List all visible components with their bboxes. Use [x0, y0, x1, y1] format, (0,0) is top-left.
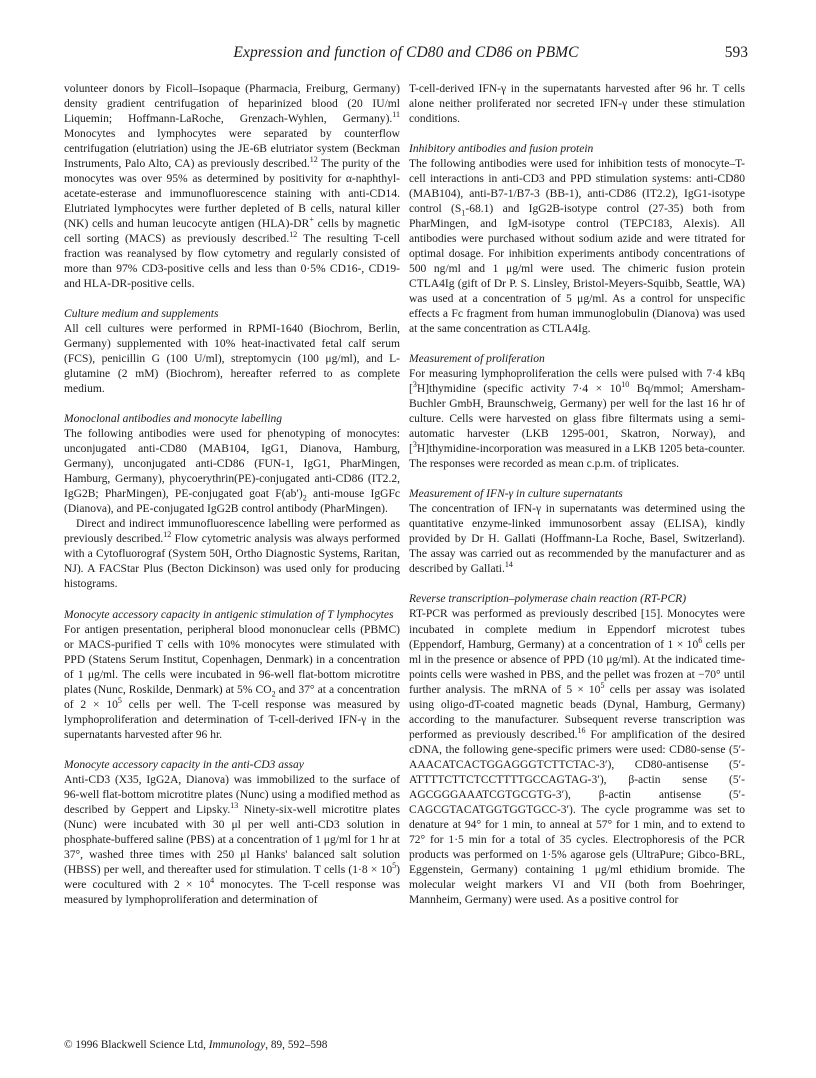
superscript-10: 10 — [621, 380, 630, 390]
heading-rt-pcr: Reverse transcription–polymerase chain reaction (RT-PCR) — [409, 593, 687, 606]
heading-anti-cd3-assay: Monocyte accessory capacity in the anti-CD3 assay — [64, 758, 304, 771]
paragraph-inhibitory-antibodies — [409, 157, 745, 337]
subscript-co2: 2 — [271, 688, 276, 698]
reference-13: 13 — [230, 800, 239, 810]
inhibitory-text-a: The following antibodies were used for inhibition tests of monocyte–T-cell interactions in anti-CD3 and PPD stimulation systems: anti-CD80 (MAB104), anti-B7-1/B7-3 (BB-1), anti-CD86 (IT2.2), IgG1-isotype control (S — [409, 158, 745, 216]
mab-text-b: anti-mouse IgGFc (Dianova), and PE-conjugated IgG2B control antibody (PharMingen). — [64, 488, 400, 516]
subscript-2: 2 — [302, 493, 307, 503]
footer-citation: , 89, 592–598 — [265, 1039, 328, 1051]
inhibitory-text-b: -68.1) and IgG2B-isotype control (27-35) both from PharMingen, and IgM-isotype control (TEPC183, Alexis). All antibodies were purchased without sodium azide and were titrated for optimal dosage. For inhibition experiments antibody concentrations of 500 ng/ml and 1 μg/ml were used. The chimeric fusion protein CTLA4Ig (gift of Dr P. S. Linsley, Bristol-Meyers-Squibb, Seattle, WA) was used at a concentration of 5 μg/ml. As a control for unspecific effects a Fc fragment from human immunoglobulin (Dianova) was used at the same concentration as CTLA4Ig. — [409, 203, 745, 336]
running-title: Expression and function of CD80 and CD86 on PBMC — [233, 44, 579, 61]
paragraph-immunofluorescence — [64, 517, 400, 592]
superscript-3b: 3 — [412, 440, 417, 450]
anticd3-text-c: ) were cocultured with 2 × 10 — [64, 863, 400, 891]
reference-12: 12 — [309, 155, 318, 165]
mab-text-a: The following antibodies were used for phenotyping of monocytes: unconjugated anti-CD80 (MAB104, IgG1, Dianova, Hamburg, Germany), unconjugated anti-CD86 (FUN-1, IgG1, PharMingen, Hamburg, Germany), phycoerythrin(PE)-conjugated anti-CD86 (IT2.2, IgG2B; PharMingen), PE-conjugated goat F(ab′) — [64, 428, 400, 501]
rtpcr-text-d: For amplification of the desired cDNA, the following gene-specific primers were used: CD80-sense (5′-AAACATCACTGGAGGGTCTTCTAC-3′), CD80-antisense (5′-ATTTTCTTCTCCTTTTGCCAGTAG-3′), β-actin sense (5′-AGCGGGAAATCGTGCGTG-3′), β-actin antisense (5′-CAGCGTACATGGTGGTGCC-3′). The cycle programme was set to denature at 94° for 1 min, to anneal at 57° for 1 min, and to extend to 72° for 1·5 min for a total of 35 cycles. Electrophoresis of the PCR products was performed on 1·5% agarose gels (UltraPure; Gibco-BRL, Eggenstein, Germany) containing 1 μg/ml ethidium bromide. The molecular weight markers VI and VII (both from Boehringer, Mannheim, Germany) were used. As a positive control for — [409, 728, 745, 906]
proliferation-text-c: Bq/mmol; Amersham-Buchler GmbH, Braunschweig, Germany) per well for the last 16 hr of culture. Cells were harvested on glass fibre filtermats using a semi-automatic harvester (LKB 1295-001, Skatron, Norway), and [ — [409, 383, 745, 456]
paragraph-measurement-proliferation — [409, 367, 745, 472]
antigenic-text-b: and 37° at a concentration of 2 × 10 — [64, 683, 400, 711]
paragraph-culture-medium: All cell cultures were performed in RPMI-1640 (Biochrom, Berlin, Germany) supplemented with 10% heat-inactivated fetal calf serum (FCS), penicillin G (100 U/ml), streptomycin (100 μg/ml), and L-glutamine (2 mM) (Biochrom), hereafter referred to as complete medium. — [64, 323, 400, 396]
heading-monoclonal-antibodies: Monoclonal antibodies and monocyte labelling — [64, 413, 283, 426]
mab-text2-a: Direct and indirect immunofluorescence labelling were performed as previously described. — [64, 518, 400, 546]
superscript-5: 5 — [117, 695, 122, 705]
proliferation-text-d: H]thymidine-incorporation was measured in a LKB 1205 beta-counter. The responses were recorded as mean c.p.m. of triplicates. — [409, 443, 745, 471]
anticd3-text-d: monocytes. The T-cell response was measured by lymphoproliferation and determination of — [64, 878, 400, 906]
anticd3-text-b: Ninety-six-well microtitre plates (Nunc) were incubated with 30 μl per well anti-CD3 solution in phosphate-buffered saline (PBS) at a concentration of 1 μg/ml for 1 hr at 37°, washed three times with 250 μl Hanks' balanced salt solution (HBSS) per well, and thereafter used for stimulation. T cells (1·8 × 10 — [64, 803, 400, 876]
right-column — [409, 82, 745, 908]
footer-copyright: © 1996 Blackwell Science Ltd, — [64, 1039, 209, 1051]
intro-text-5: The resulting T-cell fraction was reanalysed by flow cytometry and regularly consisted of more than 97% CD3-positive cells and less than 0·5% CD16-, CD19- and HLA-DR-positive cells. — [64, 233, 401, 291]
reference-16: 16 — [577, 725, 586, 735]
antigenic-text-c: cells per well. The T-cell response was measured by lymphoproliferation and determination of T-cell-derived IFN-γ in the supernatants harvested after 96 hr. — [64, 698, 400, 741]
intro-text-3: The purity of the monocytes was over 95% as determined by positivity for α-naphthyl-acetate-esterase and immunofluorescence staining with anti-CD14. Elutriated lymphocytes were further depleted of B cells, natural killer (NK) cells and human leucocyte antigen (HLA)-DR — [64, 158, 400, 231]
hla-dr-plus: + — [309, 215, 314, 225]
superscript-5b: 5 — [392, 860, 397, 870]
superscript-5c: 5 — [600, 680, 605, 690]
heading-culture-medium: Culture medium and supplements — [64, 308, 219, 321]
paragraph-monoclonal-antibodies — [64, 427, 400, 517]
intro-text-2: Monocytes and lymphocytes were separated by counterflow centrifugation (elutriation) using the JE-6B elutriator system (Beckman Instruments, Palo Alto, CA) as previously described. — [64, 128, 400, 171]
heading-antigenic-stimulation: Monocyte accessory capacity in antigenic stimulation of T lymphocytes — [64, 608, 394, 621]
intro-text-1: volunteer donors by Ficoll–Isopaque (Pharmacia, Freiburg, Germany) density gradient centrifugation of heparinized blood (20 IU/ml Liquemin; Hoffmann-LaRoche, Grenzach-Wyhlen, Germany). — [64, 83, 400, 126]
paragraph-continuation: T-cell-derived IFN-γ in the supernatants harvested after 96 hr. T cells alone neither proliferated nor secreted IFN-γ under these stimulation conditions. — [409, 83, 745, 126]
paragraph-rt-pcr — [409, 607, 745, 907]
mab-text2-b: Flow cytometric analysis was always performed with a Cytofluorograf (System 50H, Ortho Diagnostic Systems, Raritan, NJ). A FACStar Plus (Becton Dickinson) was used only for producing histograms. — [64, 533, 400, 591]
superscript-4: 4 — [210, 875, 215, 885]
heading-measurement-proliferation: Measurement of proliferation — [409, 353, 545, 366]
reference-12b: 12 — [289, 230, 298, 240]
page-footer — [64, 1039, 327, 1051]
paragraph-measurement-ifn — [409, 502, 745, 577]
proliferation-text-b: H]thymidine (specific activity 7·4 × 10 — [416, 383, 622, 396]
superscript-6: 6 — [698, 635, 703, 645]
intro-text-4: cells by magnetic cell sorting (MACS) as previously described. — [64, 218, 400, 246]
reference-12c: 12 — [163, 530, 172, 540]
heading-measurement-ifn: Measurement of IFN-γ in culture supernatants — [409, 488, 623, 501]
rtpcr-text-a: RT-PCR was performed as previously described [15]. Monocytes were incubated in complete medium in Eppendorf microtest tubes (Eppendorf, Hamburg, Germany) at a concentration of 1 × 10 — [409, 608, 745, 651]
footer-journal: Immunology — [208, 1039, 266, 1051]
rtpcr-text-b: cells per ml in the presence or absence of PPD (10 μg/ml). At the indicated time-points cells were washed in PBS, and the pellet was frozen at −70° until further analysis. The mRNA of 5 × 10 — [409, 638, 745, 696]
reference-11: 11 — [392, 110, 400, 120]
left-column — [64, 82, 400, 908]
intro-paragraph — [64, 82, 400, 292]
heading-inhibitory-antibodies: Inhibitory antibodies and fusion protein — [409, 143, 594, 156]
proliferation-text-a: For measuring lymphoproliferation the cells were pulsed with 7·4 kBq [ — [409, 368, 745, 396]
page-number: 593 — [724, 44, 748, 61]
antigenic-text-a: For antigen presentation, peripheral blood mononuclear cells (PBMC) or MACS-purified T cells with 10% monocytes were stimulated with PPD (Statens Serum Institut, Copenhagen, Denmark) in a concentration of 1 μg/ml. The cells were incubated in 96-well flat-bottom microtitre plates (Nunc, Roskilde, Denmark) at 5% CO — [64, 623, 400, 696]
superscript-3: 3 — [412, 380, 417, 390]
reference-14: 14 — [504, 560, 513, 570]
paragraph-antigenic-stimulation — [64, 623, 400, 743]
subscript-1: 1 — [461, 208, 466, 218]
paragraph-anti-cd3-assay — [64, 773, 400, 908]
rtpcr-text-c: cells per assay was isolated using oligo-dT-coated magnetic beads (Dynal, Hamburg, Germany) according to the manufacturer. Subsequent reverse transcription was performed as previously described. — [409, 683, 745, 741]
page-header — [64, 44, 748, 68]
ifn-text: The concentration of IFN-γ in supernatants was determined using the quantitative enzyme-linked immunosorbent assay (ELISA), kindly provided by Dr H. Gallati (Hoffmann-La Roche, Basel, Switzerland). The assay was carried out as recommended by the manufacturer and as described by Gallati. — [409, 503, 745, 576]
anticd3-text-a: Anti-CD3 (X35, IgG2A, Dianova) was immobilized to the surface of 96-well flat-bottom microtitre plates (Nunc) using a modified method as described by Geppert and Lipsky. — [64, 773, 400, 816]
